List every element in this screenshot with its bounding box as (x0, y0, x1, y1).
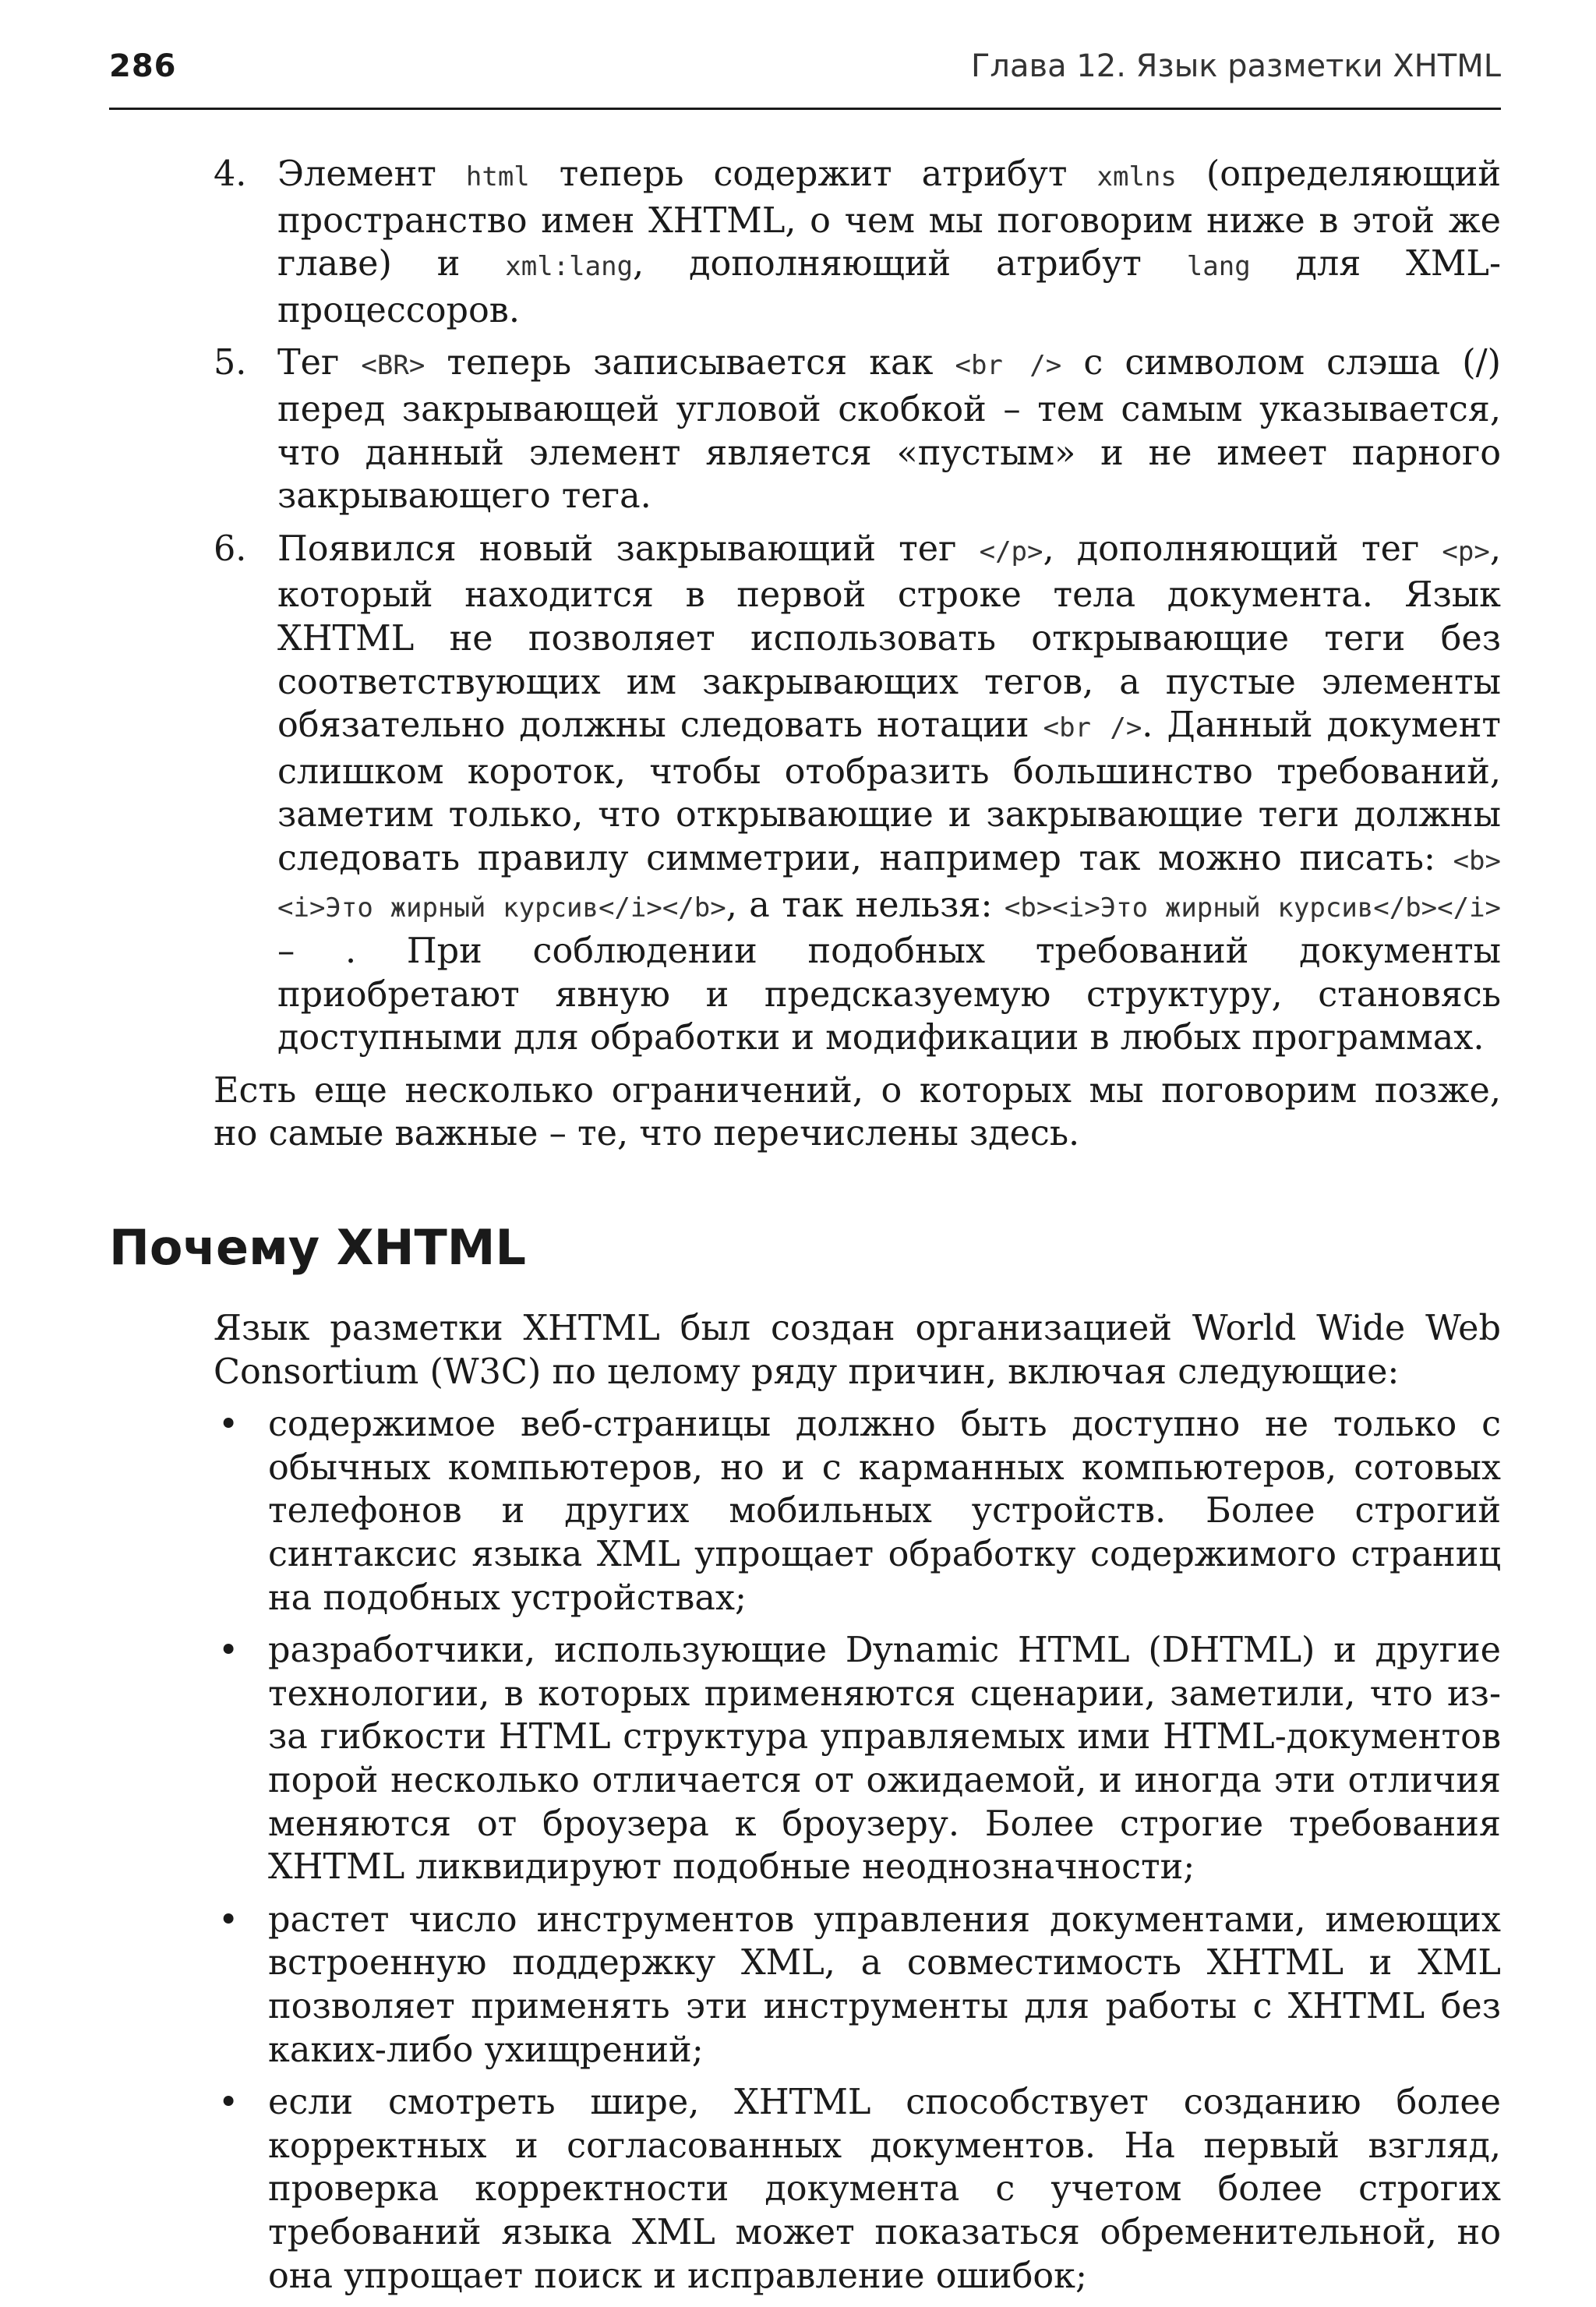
bullet-item (214, 1899, 1501, 2072)
list-item-number: 4. (214, 154, 247, 194)
running-title: Глава 12. Язык разметки XHTML (971, 48, 1501, 84)
page-header (109, 48, 1501, 110)
text-run: Элемент (277, 154, 466, 194)
inline-code: <b><i>Это жирный курсив</b></i> (1004, 892, 1502, 924)
bullet-text: растет число инструментов управления документами, имеющих встроенную поддержку XML, а совместимость XHTML и XML позволяет применять эти инструменты для работы с XHTML без каких-либо ухищрений; (268, 1899, 1501, 2070)
inline-code: </p> (979, 535, 1043, 567)
list-block (214, 153, 1501, 1156)
text-run: для XML-процессоров. (277, 244, 1501, 330)
bullet-text: разработчики, использующие Dynamic HTML (DHTML) и другие технологии, в которых применяются сценарии, заметили, что из-за гибкости HTML структура управляемых ими HTML-документов порой несколько отличается от ожидаемой, и иногда эти отличия меняются от броузера к броузеру. Более строгие требования XHTML ликвидируют подобные неоднозначности; (268, 1630, 1501, 1888)
numbered-list (214, 153, 1501, 1060)
text-run: Появился новый закрывающий тег (277, 528, 980, 569)
inline-code: <BR> (361, 350, 425, 382)
list-item (214, 341, 1501, 518)
list-item-number: 5. (214, 343, 247, 383)
section-intro: Язык разметки XHTML был создан организацией World Wide Web Consortium (W3C) по целому ряду причин, включая следующие: (214, 1309, 1501, 1392)
text-run: (определяющий пространство имен XHTML, о чем мы поговорим ниже в этой же главе) и (277, 154, 1502, 284)
text-run: теперь содержит атрибут (529, 154, 1097, 194)
bullet-text: если смотреть шире, XHTML способствует созданию более корректных и согласованных документов. На первый взгляд, проверка корректности документа с учетом более строгих требований языка XML может показаться обременительной, но она упрощает поиск и исправление ошибок; (268, 2083, 1501, 2296)
list-item (214, 528, 1501, 1060)
section-body (214, 1307, 1501, 2298)
inline-code: xml:lang (505, 251, 634, 283)
after-list-paragraph: Есть еще несколько ограничений, о которых мы поговорим позже, но самые важные – те, что перечислены здесь. (214, 1070, 1501, 1154)
text-run: , дополняющий атрибут (633, 244, 1187, 284)
inline-code: html (465, 161, 530, 193)
bullet-item (214, 1629, 1501, 1889)
bullet-item (214, 1403, 1501, 1620)
text-run: с символом слэша (/) перед закрывающей угловой скобкой – тем самым указывается, что данный элемент является «пустым» и не имеет парного закрывающего тега. (277, 343, 1501, 517)
page-number: 286 (109, 48, 177, 84)
bullet-icon: • (218, 1630, 239, 1671)
inline-code: <b><i>Это жирный курсив</i></b> (277, 845, 1501, 924)
list-item (214, 153, 1501, 332)
list-item-number: 6. (214, 528, 247, 569)
page-content (109, 153, 1501, 2307)
bullet-icon: • (218, 1899, 239, 1940)
inline-code: lang (1186, 251, 1251, 283)
text-run: , дополняющий тег (1043, 528, 1442, 569)
inline-code: xmlns (1096, 161, 1177, 193)
inline-code: <br /> (1043, 712, 1142, 744)
text-run: теперь записывается как (425, 343, 955, 383)
bullet-item (214, 2081, 1501, 2298)
text-run: , который находится в первой строке тела документа. Язык XHTML не позволяет использовать открывающие теги без соответствующих им закрывающих тегов, а пустые элементы обязательно должны следовать нотации (277, 528, 1501, 746)
text-run: . Данный документ слишком короток, чтобы отобразить большинство требований, заметим только, что открывающие и закрывающие теги должны следовать правилу симметрии, например так можно писать: (277, 705, 1501, 878)
bullet-list (214, 1403, 1501, 2298)
text-run: , а так нельзя: (726, 885, 1005, 925)
inline-code: <p> (1442, 535, 1490, 567)
inline-code: <br /> (955, 350, 1062, 382)
text-run: Тег (277, 343, 362, 383)
section-heading: Почему XHTML (109, 1219, 526, 1277)
text-run: – . При соблюдении подобных требований документы приобретают явную и предсказуемую структуру, становясь доступными для обработки и модификации в любых программах. (277, 931, 1501, 1058)
bullet-icon: • (218, 2083, 239, 2123)
bullet-icon: • (218, 1404, 239, 1445)
bullet-text: содержимое веб-страницы должно быть доступно не только с обычных компьютеров, но и с карманных компьютеров, сотовых телефонов и других мобильных устройств. Более строгий синтаксис языка XML упрощает обработку содержимого страниц на подобных устройствах; (268, 1404, 1501, 1618)
